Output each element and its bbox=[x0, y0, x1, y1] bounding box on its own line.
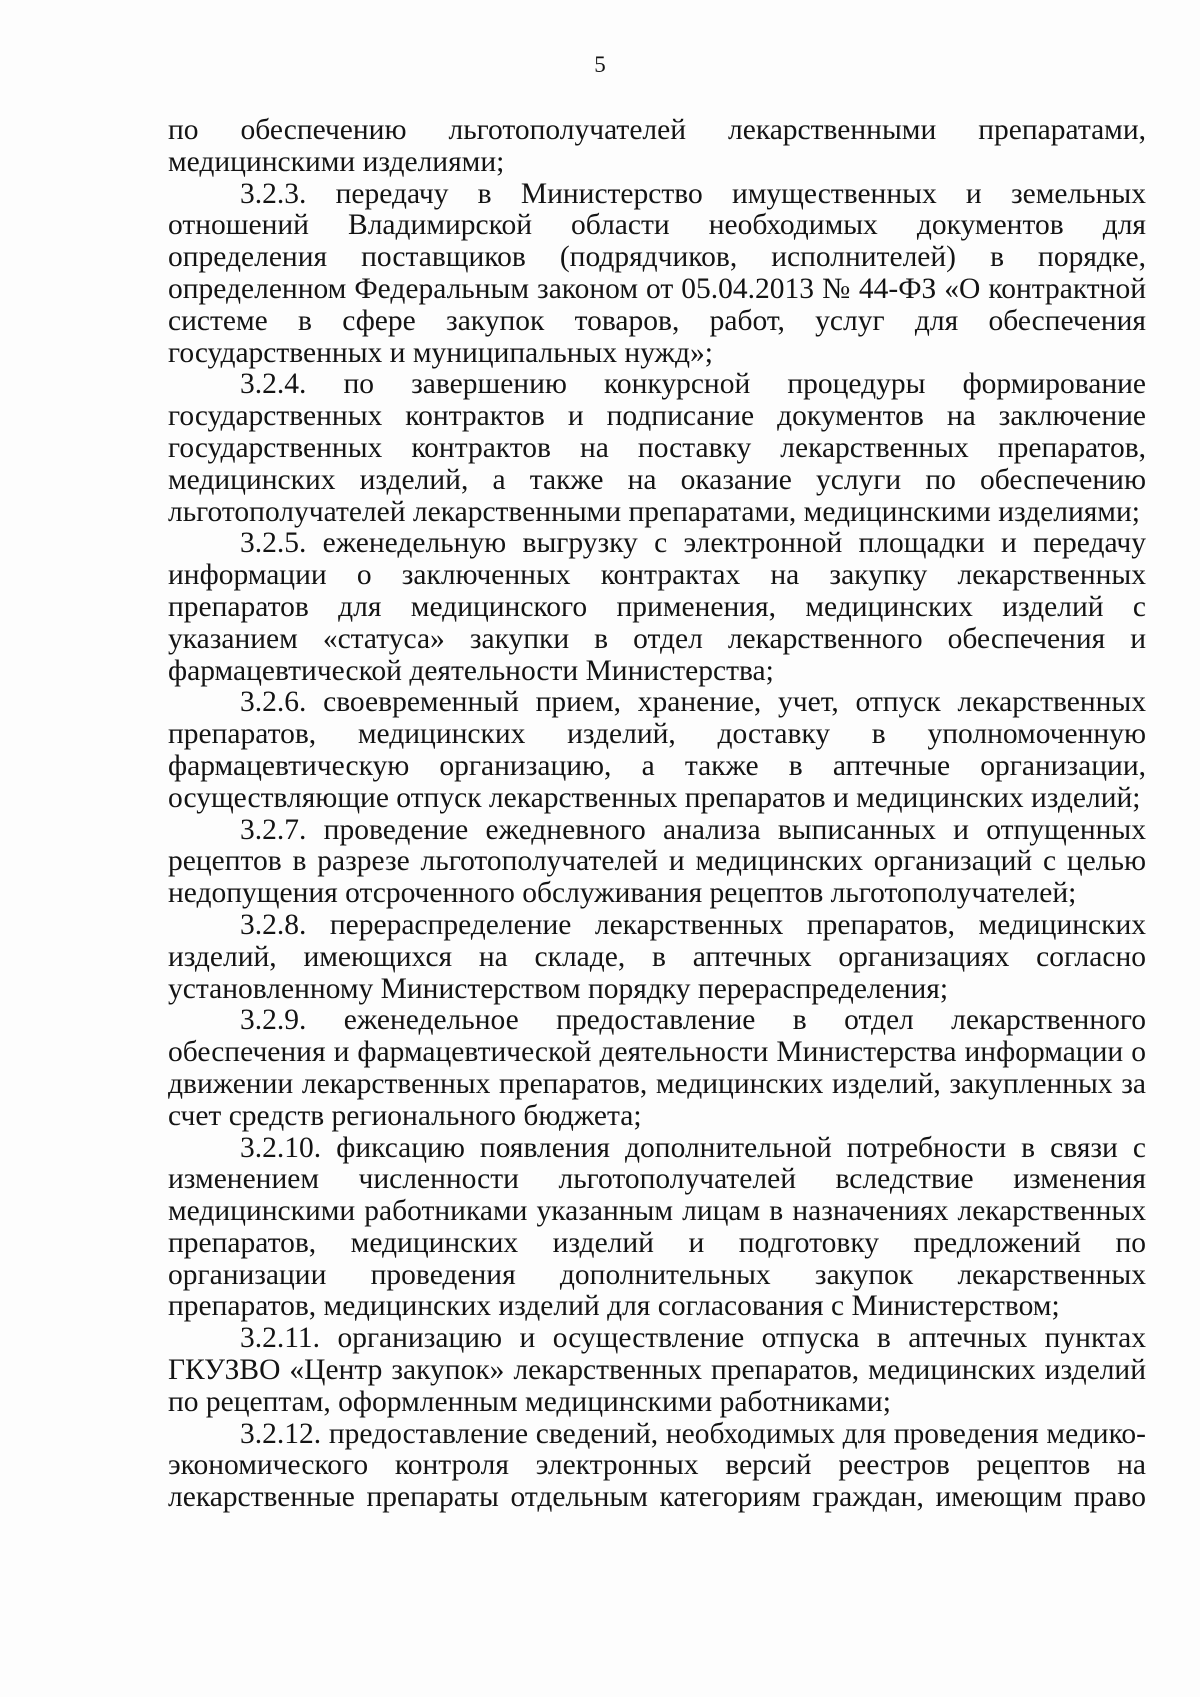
paragraph-continuation: по обеспечению льготополучателей лекарственными препаратами, медицинскими изделиями; bbox=[168, 114, 1146, 178]
paragraph-3-2-9: 3.2.9. еженедельное предоставление в отдел лекарственного обеспечения и фармацевтической деятельности Министерства информации о движении лекарственных препаратов, медицинских изделий, закупленных за счет средств регионального бюджета; bbox=[168, 1004, 1146, 1132]
paragraph-3-2-8: 3.2.8. перераспределение лекарственных препаратов, медицинских изделий, имеющихся на складе, в аптечных организациях согласно установленному Министерством порядку перераспределения; bbox=[168, 908, 1146, 1005]
page-number: 5 bbox=[594, 52, 606, 77]
paragraph-3-2-7: 3.2.7. проведение ежедневного анализа выписанных и отпущенных рецептов в разрезе льготополучателей и медицинских организаций с целью недопущения отсроченного обслуживания рецептов льготополучателей; bbox=[168, 813, 1146, 910]
paragraph-3-2-12: 3.2.12. предоставление сведений, необходимых для проведения медико-экономического контроля электронных версий реестров рецептов на лекарственные препараты отдельным категориям граждан, имеющим право bbox=[168, 1417, 1146, 1514]
paragraph-3-2-10: 3.2.10. фиксацию появления дополнительной потребности в связи с изменением численности льготополучателей вследствие изменения медицинскими работниками указанным лицам в назначениях лекарственных препаратов, медицинских изделий и подготовку предложений по организации проведения дополнительных закупок лекарственных препаратов, медицинских изделий для согласования с Министерством; bbox=[168, 1131, 1146, 1323]
document-body bbox=[168, 115, 1146, 1514]
paragraph-3-2-6: 3.2.6. своевременный прием, хранение, учет, отпуск лекарственных препаратов, медицинских изделий, доставку в уполномоченную фармацевтическую организацию, а также в аптечные организации, осуществляющие отпуск лекарственных препаратов и медицинских изделий; bbox=[168, 686, 1146, 814]
paragraph-3-2-5: 3.2.5. еженедельную выгрузку с электронной площадки и передачу информации о заключенных контрактах на закупку лекарственных препаратов для медицинского применения, медицинских изделий с указанием «статуса» закупки в отдел лекарственного обеспечения и фармацевтической деятельности Министерства; bbox=[168, 527, 1146, 687]
paragraph-3-2-11: 3.2.11. организацию и осуществление отпуска в аптечных пунктах ГКУЗВО «Центр закупок» лекарственных препаратов, медицинских изделий по рецептам, оформленным медицинскими работниками; bbox=[168, 1322, 1146, 1418]
paragraph-3-2-3: 3.2.3. передачу в Министерство имущественных и земельных отношений Владимирской области необходимых документов для определения поставщиков (подрядчиков, исполнителей) в порядке, определенном Федеральным законом от 05.04.2013 № 44-ФЗ «О контрактной системе в сфере закупок товаров, работ, услуг для обеспечения государственных и муниципальных нужд»; bbox=[168, 177, 1146, 369]
paragraph-3-2-4: 3.2.4. по завершению конкурсной процедуры формирование государственных контрактов и подписание документов на заключение государственных контрактов на поставку лекарственных препаратов, медицинских изделий, а также на оказание услуги по обеспечению льготополучателей лекарственными препаратами, медицинскими изделиями; bbox=[168, 368, 1146, 528]
